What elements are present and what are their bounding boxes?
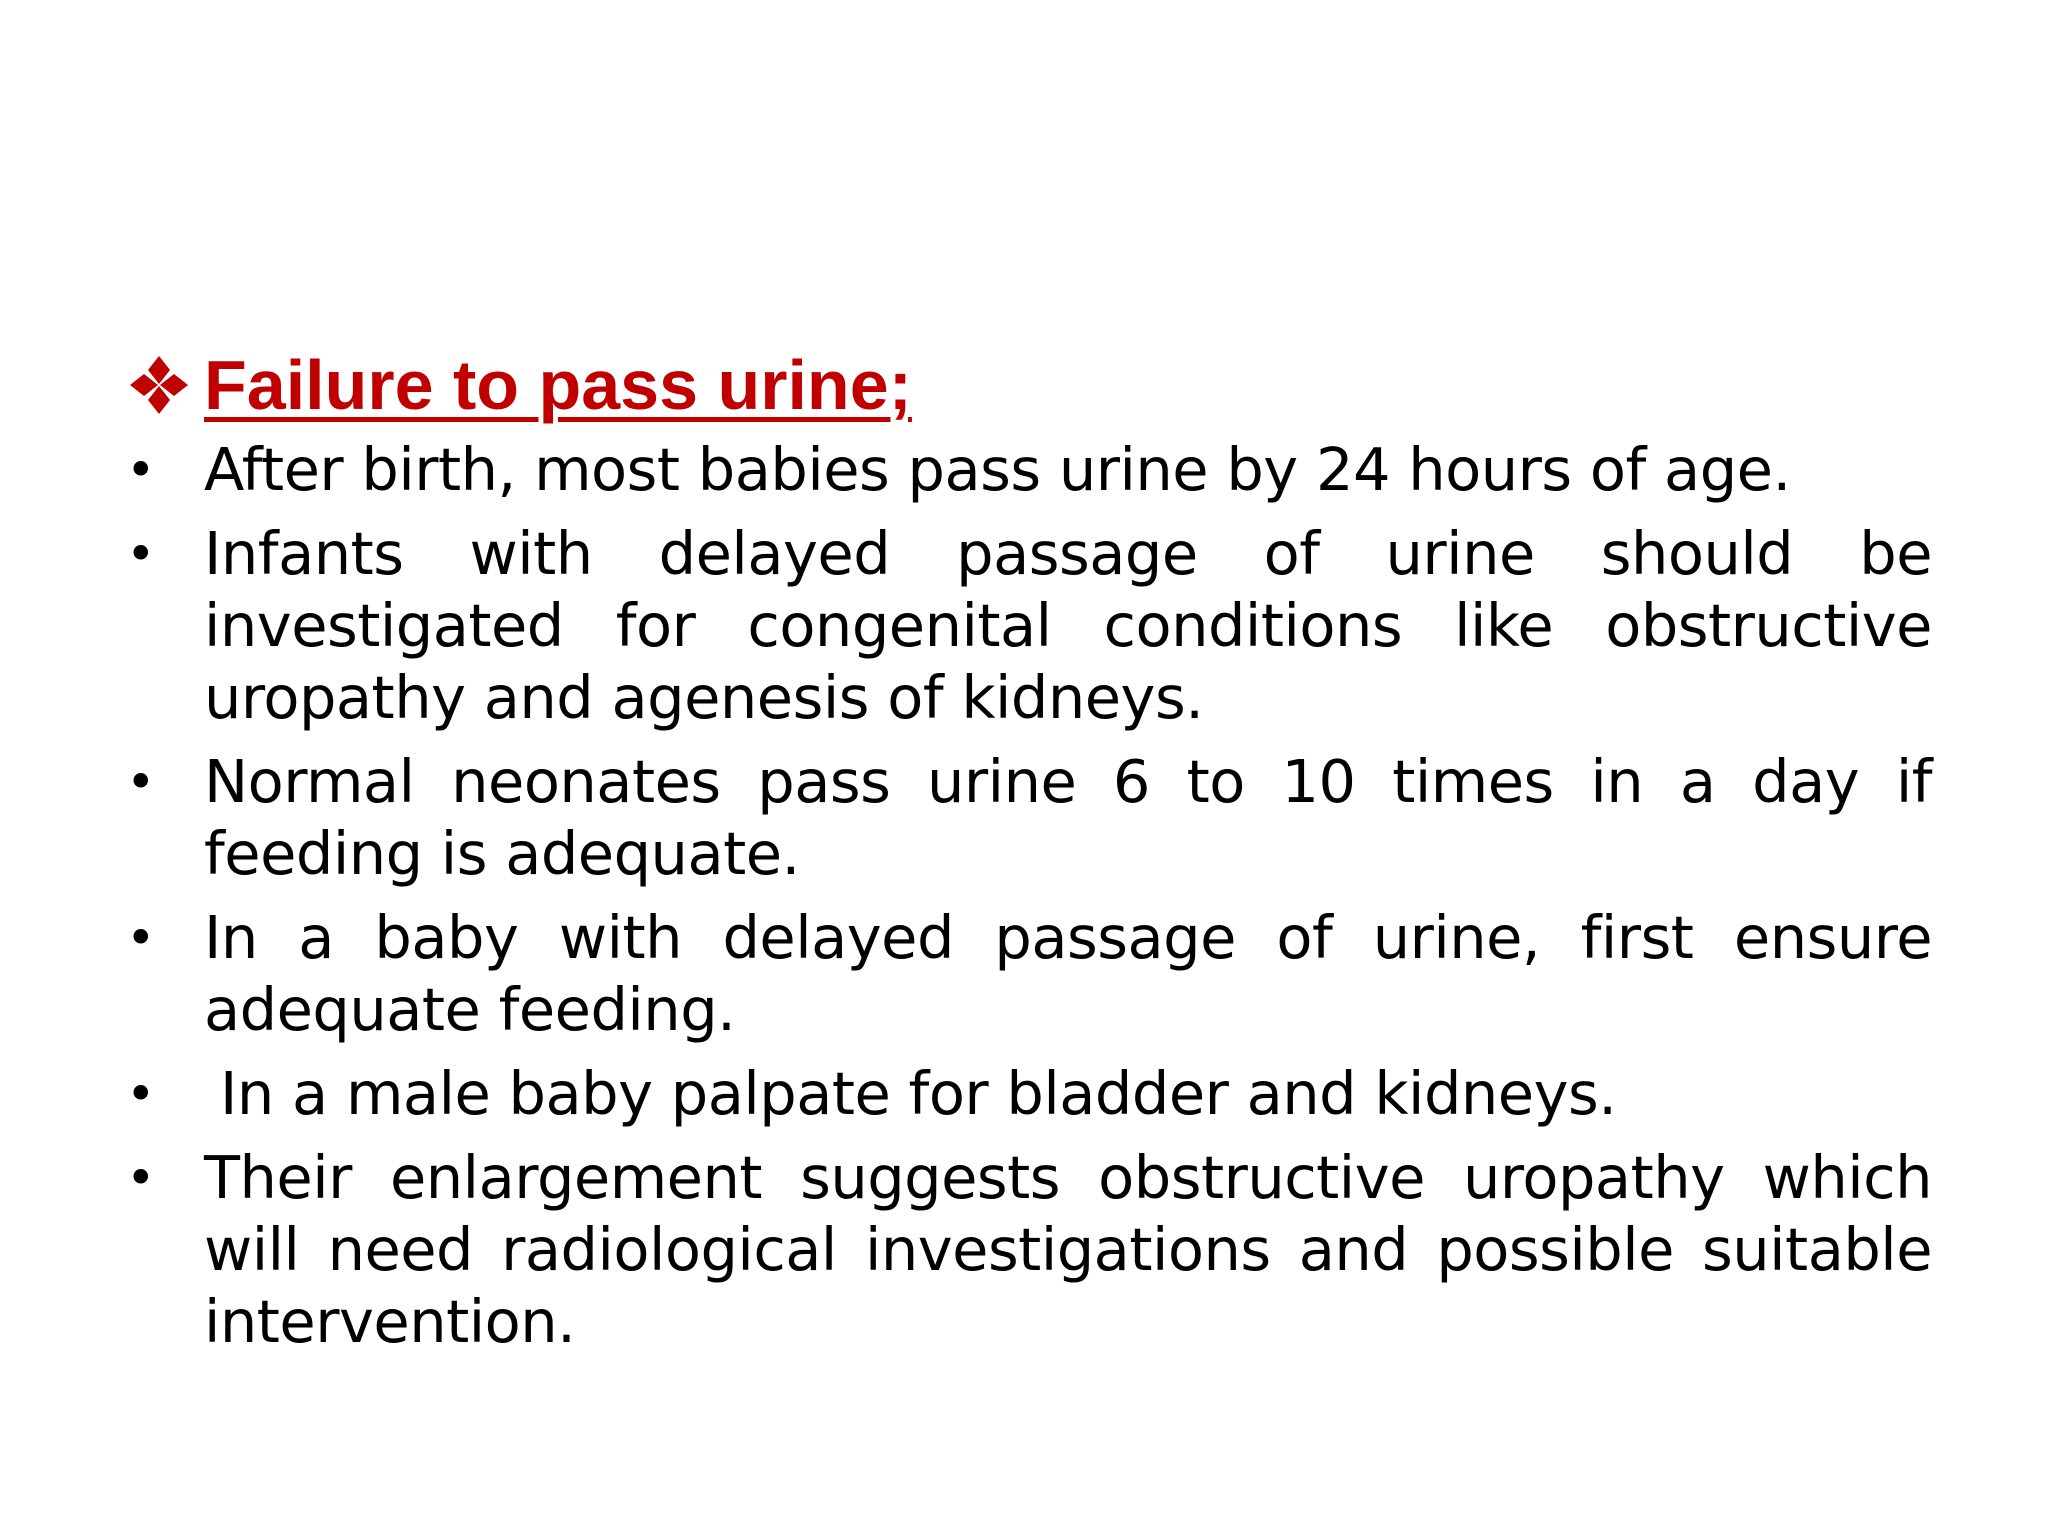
list-item (124, 518, 1932, 734)
list-item (124, 1142, 1932, 1358)
slide-heading (124, 340, 1932, 430)
bullet-text: In a baby with delayed passage of urine, first ensure adequate feeding. (204, 903, 1932, 1044)
bullet-dot: • (126, 441, 156, 499)
heading-title: Failure to pass urine; (204, 346, 912, 424)
bullet-dot: • (126, 753, 156, 811)
list-item (124, 434, 1932, 506)
bullet-dot: • (126, 1065, 156, 1123)
bullet-dot: • (126, 525, 156, 583)
slide-content (124, 340, 1932, 1370)
bullet-dot: • (126, 909, 156, 967)
bullet-text: In a male baby palpate for bladder and kidneys. (220, 1059, 1617, 1128)
bullet-text: Their enlargement suggests obstructive uropathy which will need radiological investigations and possible suitable intervention. (204, 1143, 1932, 1356)
four-diamond-bullet-icon (124, 350, 194, 420)
bullet-text: Infants with delayed passage of urine should be investigated for congenital conditions like obstructive uropathy and agenesis of kidneys. (204, 519, 1932, 732)
list-item (124, 1058, 1932, 1130)
bullet-text: After birth, most babies pass urine by 24 hours of age. (204, 435, 1791, 504)
bullet-text: Normal neonates pass urine 6 to 10 times in a day if feeding is adequate. (204, 747, 1932, 888)
list-item (124, 902, 1932, 1046)
list-item (124, 746, 1932, 890)
bullet-list (124, 434, 1932, 1358)
bullet-dot: • (126, 1149, 156, 1207)
